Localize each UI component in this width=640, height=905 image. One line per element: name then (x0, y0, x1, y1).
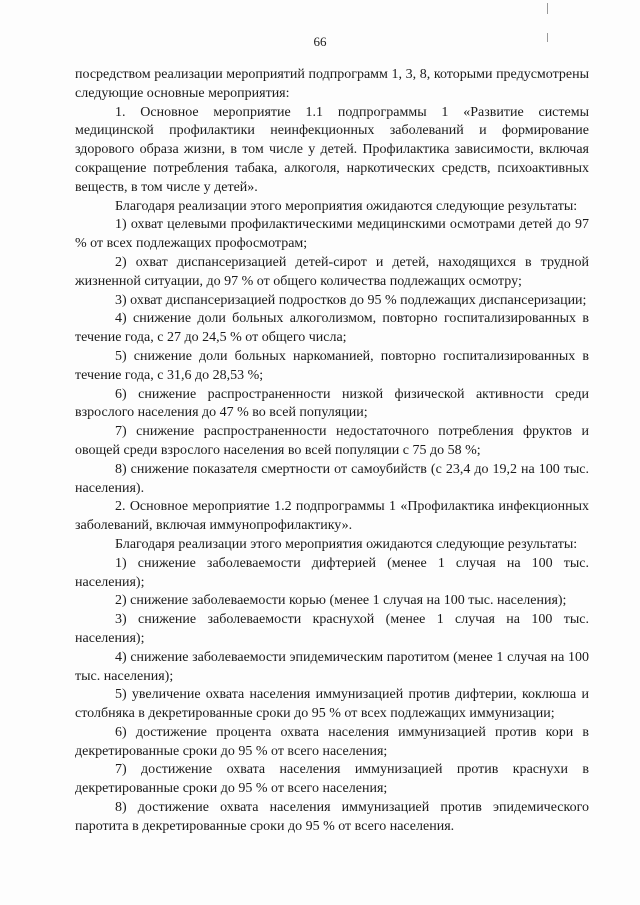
paragraph: Благодаря реализации этого мероприятия ожидаются следующие результаты: (115, 198, 578, 214)
paragraph: 1) охват целевыми профилактическими медицинскими осмотрами детей до 97 % от всех подлежащих профосмотрам; (75, 217, 589, 252)
page-number: 66 (313, 34, 327, 49)
paragraph: Благодаря реализации этого мероприятия ожидаются следующие результаты: (115, 536, 578, 552)
paragraph: 2) охват диспансеризацией детей-сирот и детей, находящихся в трудной жизненной ситуации, до 97 % от общего количества подлежащих осмотру; (75, 254, 589, 289)
paragraph: 6) достижение процента охвата населения иммунизацией против кори в декретированные сроки до 95 % от всего населения; (75, 724, 589, 759)
paragraph: 1) снижение заболеваемости дифтерией (менее 1 случая на 100 тыс. населения); (75, 555, 589, 590)
document-body (75, 66, 589, 837)
paragraph: 5) увеличение охвата населения иммунизацией против дифтерии, коклюша и столбняка в декретированные сроки до 95 % от всех подлежащих иммунизации; (75, 687, 589, 722)
paragraph: 1. Основное мероприятие 1.1 подпрограммы 1 «Развитие системы медицинской профилактики неинфекционных заболеваний и формирование здорового образа жизни, в том числе у детей. Профилактика зависимости, включая сокращение потребления табака, алкоголя, наркотических средств, психоактивных веществ, в том числе у детей». (75, 104, 589, 195)
paragraph: 7) достижение охвата населения иммунизацией против краснухи в декретированные сроки до 95 % от всего населения; (75, 762, 589, 797)
paragraph: посредством реализации мероприятий подпрограмм 1, 3, 8, которыми предусмотрены следующие основные мероприятия: (75, 67, 589, 101)
paragraph: 2. Основное мероприятие 1.2 подпрограммы 1 «Профилактика инфекционных заболеваний, включая иммунопрофилактику». (75, 499, 589, 534)
paragraph: 5) снижение доли больных наркоманией, повторно госпитализированных в течение года, с 31,6 до 28,53 %; (75, 348, 589, 383)
paragraph: 7) снижение распространенности недостаточного потребления фруктов и овощей среди взрослого населения во всей популяции с 75 до 58 %; (75, 424, 589, 458)
paragraph: 8) достижение охвата населения иммунизацией против эпидемического паротита в декретированные сроки до 95 % от всего населения. (75, 800, 589, 834)
paragraph: 3) охват диспансеризацией подростков до 95 % подлежащих диспансеризации; (115, 292, 587, 308)
paragraph: 2) снижение заболеваемости корью (менее 1 случая на 100 тыс. населения); (115, 593, 567, 609)
paragraph: 3) снижение заболеваемости краснухой (менее 1 случая на 100 тыс. населения); (75, 612, 589, 646)
paragraph: 4) снижение заболеваемости эпидемическим паротитом (менее 1 случая на 100 тыс. населения); (75, 649, 589, 684)
paragraph: 4) снижение доли больных алкоголизмом, повторно госпитализированных в течение года, с 27 до 24,5 % от общего числа; (75, 311, 589, 346)
scan-mark (547, 3, 548, 14)
paragraph: 6) снижение распространенности низкой физической активности среди взрослого населения до 47 % во всей популяции; (75, 386, 589, 421)
paragraph: 8) снижение показателя смертности от самоубийств (с 23,4 до 19,2 на 100 тыс. населения). (75, 461, 589, 496)
